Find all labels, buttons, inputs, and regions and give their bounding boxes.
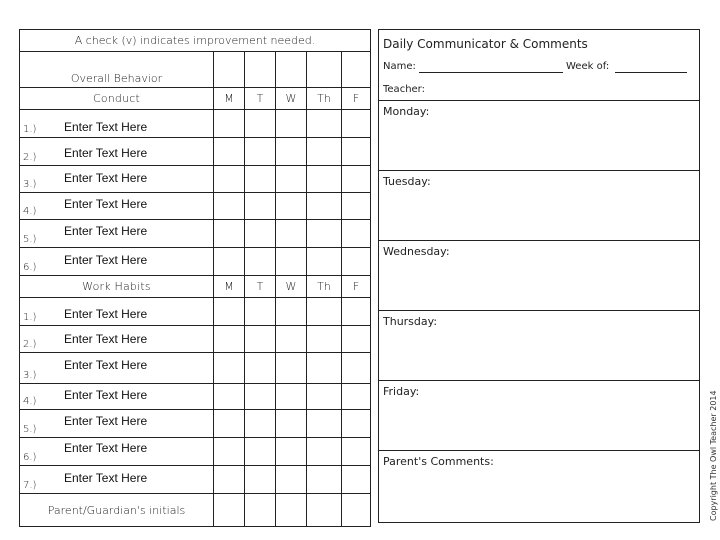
check-cell[interactable] (245, 466, 276, 494)
conduct-row (20, 110, 371, 138)
check-cell[interactable] (307, 298, 342, 326)
check-cell[interactable] (245, 248, 276, 276)
conduct-row (20, 248, 371, 276)
copyright-text: Copyright The Owl Teacher 2014 (709, 390, 718, 521)
check-cell[interactable] (214, 248, 245, 276)
check-cell[interactable] (307, 220, 342, 248)
wednesday-section[interactable] (379, 240, 699, 310)
row-text[interactable]: Enter Text Here (64, 253, 148, 267)
row-text[interactable]: Enter Text Here (64, 224, 148, 238)
conduct-row (20, 193, 371, 220)
row-text[interactable]: Enter Text Here (64, 146, 148, 160)
check-cell[interactable] (307, 166, 342, 193)
name-label: Name: (383, 61, 416, 72)
row-label-cell[interactable] (20, 466, 214, 494)
thursday-section[interactable] (379, 310, 699, 380)
day-header-th: Th (307, 276, 342, 298)
check-cell[interactable] (214, 384, 245, 410)
work-habits-row (20, 410, 371, 438)
work-habits-row (20, 384, 371, 410)
check-cell[interactable] (276, 193, 307, 220)
row-text[interactable]: Enter Text Here (64, 307, 148, 321)
row-label-cell[interactable] (20, 193, 214, 220)
row-label-cell[interactable] (20, 298, 214, 326)
check-cell[interactable] (342, 384, 371, 410)
blank-cell (307, 52, 342, 88)
check-cell[interactable] (245, 326, 276, 353)
monday-label: Monday: (383, 105, 430, 118)
blank-cell (245, 52, 276, 88)
check-cell[interactable] (307, 248, 342, 276)
check-cell[interactable] (214, 138, 245, 166)
check-cell[interactable] (214, 166, 245, 193)
check-cell[interactable] (342, 220, 371, 248)
row-text[interactable]: Enter Text Here (64, 388, 148, 402)
day-header-w: W (276, 276, 307, 298)
row-number: 1.) (23, 124, 37, 135)
blank-cell (214, 52, 245, 88)
row-text[interactable]: Enter Text Here (64, 358, 148, 372)
thursday-label: Thursday: (383, 315, 438, 328)
week-of-line[interactable] (615, 72, 687, 73)
behavior-chart (19, 29, 371, 527)
check-cell[interactable] (245, 166, 276, 193)
row-number: 3.) (23, 179, 37, 190)
check-cell[interactable] (214, 438, 245, 466)
day-header-th: Th (307, 88, 342, 110)
work-habits-row (20, 438, 371, 466)
conduct-heading: Conduct (20, 88, 214, 110)
row-label-cell[interactable] (20, 138, 214, 166)
row-text[interactable]: Enter Text Here (64, 120, 148, 134)
check-cell[interactable] (276, 326, 307, 353)
check-cell[interactable] (214, 353, 245, 384)
check-cell[interactable] (245, 193, 276, 220)
check-cell[interactable] (342, 193, 371, 220)
check-cell[interactable] (214, 326, 245, 353)
friday-section[interactable] (379, 380, 699, 450)
friday-label: Friday: (383, 385, 420, 398)
row-label-cell[interactable] (20, 353, 214, 384)
check-cell[interactable] (214, 466, 245, 494)
work-habits-row (20, 466, 371, 494)
check-note: A check (v) indicates improvement needed. (20, 30, 371, 52)
check-cell[interactable] (307, 326, 342, 353)
check-cell[interactable] (307, 384, 342, 410)
check-cell[interactable] (342, 353, 371, 384)
check-cell[interactable] (214, 110, 245, 138)
row-number: 2.) (23, 339, 37, 350)
row-text[interactable]: Enter Text Here (64, 441, 148, 455)
monday-section[interactable] (379, 100, 699, 170)
row-number: 1.) (23, 312, 37, 323)
day-header-t: T (245, 276, 276, 298)
work-habits-heading: Work Habits (20, 276, 214, 298)
day-header-m: M (214, 88, 245, 110)
check-cell[interactable] (214, 410, 245, 438)
work-habits-row (20, 353, 371, 384)
check-cell[interactable] (342, 110, 371, 138)
check-cell[interactable] (276, 353, 307, 384)
check-cell[interactable] (276, 410, 307, 438)
check-cell[interactable] (342, 166, 371, 193)
tuesday-section[interactable] (379, 170, 699, 240)
overall-behavior-heading: Overall Behavior (20, 52, 214, 88)
check-cell[interactable] (245, 384, 276, 410)
teacher-label: Teacher: (383, 84, 425, 95)
check-cell[interactable] (214, 193, 245, 220)
check-cell[interactable] (276, 298, 307, 326)
daily-communicator-box (378, 29, 700, 523)
day-header-t: T (245, 88, 276, 110)
check-cell[interactable] (307, 410, 342, 438)
row-label-cell[interactable] (20, 248, 214, 276)
wednesday-label: Wednesday: (383, 245, 450, 258)
check-cell[interactable] (245, 138, 276, 166)
check-cell[interactable] (342, 298, 371, 326)
check-cell[interactable] (307, 353, 342, 384)
check-cell[interactable] (276, 220, 307, 248)
row-label-cell[interactable] (20, 438, 214, 466)
check-cell[interactable] (245, 220, 276, 248)
check-cell[interactable] (276, 166, 307, 193)
row-text[interactable]: Enter Text Here (64, 414, 148, 428)
communicator-header (379, 30, 699, 100)
check-cell[interactable] (245, 410, 276, 438)
conduct-row (20, 166, 371, 193)
tuesday-label: Tuesday: (383, 175, 431, 188)
check-cell[interactable] (245, 438, 276, 466)
check-cell[interactable] (342, 138, 371, 166)
check-cell[interactable] (307, 138, 342, 166)
check-cell[interactable] (276, 384, 307, 410)
check-cell[interactable] (276, 466, 307, 494)
day-header-m: M (214, 276, 245, 298)
check-cell[interactable] (342, 326, 371, 353)
row-label-cell[interactable] (20, 166, 214, 193)
initials-cell[interactable] (342, 494, 371, 527)
check-cell[interactable] (276, 138, 307, 166)
row-number: 2.) (23, 152, 37, 163)
row-text[interactable]: Enter Text Here (64, 171, 148, 185)
parent-comments-label: Parent's Comments: (383, 455, 494, 468)
check-cell[interactable] (276, 110, 307, 138)
conduct-row (20, 220, 371, 248)
day-header-f: F (342, 88, 371, 110)
row-label-cell[interactable] (20, 220, 214, 248)
row-label-cell[interactable] (20, 384, 214, 410)
check-cell[interactable] (245, 110, 276, 138)
row-number: 4.) (23, 396, 37, 407)
check-cell[interactable] (214, 298, 245, 326)
row-number: 4.) (23, 206, 37, 217)
parent-comments-section[interactable] (379, 450, 699, 522)
row-number: 5.) (23, 424, 37, 435)
check-cell[interactable] (307, 466, 342, 494)
row-text[interactable]: Enter Text Here (64, 197, 148, 211)
name-line[interactable] (419, 72, 563, 73)
row-text[interactable]: Enter Text Here (64, 471, 148, 485)
row-label-cell[interactable] (20, 410, 214, 438)
row-label-cell[interactable] (20, 326, 214, 353)
row-number: 6.) (23, 262, 37, 273)
check-cell[interactable] (342, 410, 371, 438)
initials-cell[interactable] (276, 494, 307, 527)
conduct-row (20, 138, 371, 166)
work-habits-row (20, 298, 371, 326)
parent-initials-label: Parent/Guardian's initials (20, 494, 214, 527)
row-number: 6.) (23, 452, 37, 463)
check-cell[interactable] (276, 438, 307, 466)
check-cell[interactable] (307, 110, 342, 138)
initials-cell[interactable] (307, 494, 342, 527)
row-text[interactable]: Enter Text Here (64, 332, 148, 346)
row-number: 3.) (23, 370, 37, 381)
check-cell[interactable] (342, 438, 371, 466)
row-label-cell[interactable] (20, 110, 214, 138)
row-number: 7.) (23, 480, 37, 491)
check-cell[interactable] (245, 298, 276, 326)
check-cell[interactable] (342, 466, 371, 494)
check-cell[interactable] (245, 353, 276, 384)
check-cell[interactable] (276, 248, 307, 276)
communicator-title: Daily Communicator & Comments (383, 37, 588, 51)
work-habits-row (20, 326, 371, 353)
check-cell[interactable] (342, 248, 371, 276)
day-header-f: F (342, 276, 371, 298)
row-number: 5.) (23, 234, 37, 245)
blank-cell (276, 52, 307, 88)
check-cell[interactable] (214, 220, 245, 248)
blank-cell (342, 52, 371, 88)
check-cell[interactable] (307, 438, 342, 466)
check-cell[interactable] (307, 193, 342, 220)
day-header-w: W (276, 88, 307, 110)
initials-cell[interactable] (214, 494, 245, 527)
week-of-label: Week of: (566, 61, 610, 72)
initials-cell[interactable] (245, 494, 276, 527)
